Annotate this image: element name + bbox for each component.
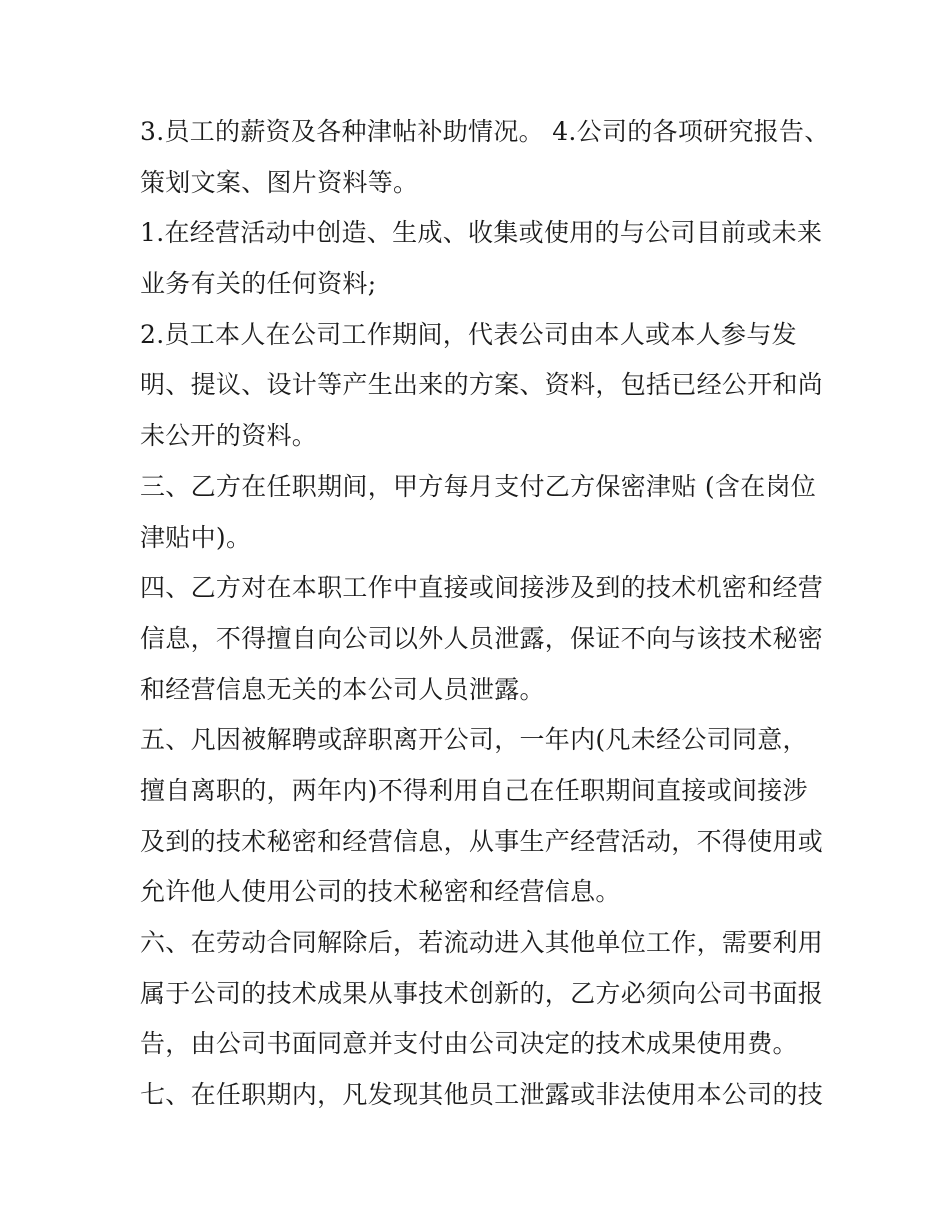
text-line: 津贴中)。 <box>140 522 252 552</box>
text-line: 明、提议、设计等产生出来的方案、资料，包括已经公开和尚 <box>140 370 824 400</box>
text-line: 策划文案、图片资料等。 <box>140 167 419 197</box>
text-line: 未公开的资料。 <box>140 421 318 451</box>
text-line: 2.员工本人在公司工作期间，代表公司由本人或本人参与发 <box>140 319 797 349</box>
text-line: 七、在任职期内，凡发现其他员工泄露或非法使用本公司的技 <box>140 1080 824 1110</box>
text-line: 五、凡因被解聘或辞职离开公司，一年内(凡未经公司同意， <box>140 725 808 755</box>
text-line: 允许他人使用公司的技术秘密和经营信息。 <box>140 877 621 907</box>
text-line: 信息，不得擅自向公司以外人员泄露，保证不向与该技术秘密 <box>140 623 824 653</box>
text-line: 及到的技术秘密和经营信息，从事生产经营活动，不得使用或 <box>140 826 824 856</box>
text-line: 六、在劳动合同解除后，若流动进入其他单位工作，需要利用 <box>140 928 824 957</box>
document-body <box>140 107 830 1121</box>
text-line: 告，由公司书面同意并支付由公司决定的技术成果使用费。 <box>140 1029 798 1059</box>
text-line: 和经营信息无关的本公司人员泄露。 <box>140 674 545 704</box>
text-line: 业务有关的任何资料; <box>140 269 377 299</box>
text-line: 属于公司的技术成果从事技术创新的，乙方必须向公司书面报 <box>140 978 824 1008</box>
text-line: 擅自离职的，两年内)不得利用自己在任职期间直接或间接涉 <box>140 775 808 805</box>
text-line: 四、乙方对在本职工作中直接或间接涉及到的技术机密和经营 <box>140 573 824 603</box>
text-line: 1.在经营活动中创造、生成、收集或使用的与公司目前或未来 <box>140 218 823 248</box>
text-line: 三、乙方在任职期间，甲方每月支付乙方保密津贴 (含在岗位 <box>140 471 817 501</box>
text-line: 3.员工的薪资及各种津帖补助情况。 4.公司的各项研究报告、 <box>140 117 830 146</box>
